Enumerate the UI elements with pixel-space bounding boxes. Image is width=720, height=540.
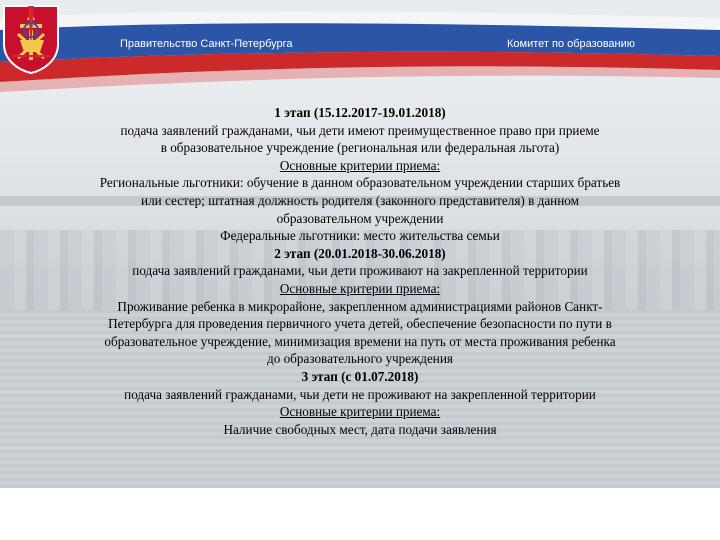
committee-title: Комитет по образованию xyxy=(507,38,635,50)
text-line: Федеральные льготники: место жительства семьи xyxy=(220,228,500,244)
stage-heading: 2 этап (20.01.2018-30.06.2018) xyxy=(274,245,446,261)
admission-stages-text xyxy=(40,104,680,438)
text-line: Региональные льготники: обучение в данном образовательном учреждении старших братьев xyxy=(99,175,621,191)
text-line: подача заявлений гражданами, чьи дети имеют преимущественное право при приеме xyxy=(120,122,600,138)
text-line: подача заявлений гражданами, чьи дети проживают на закрепленной территории xyxy=(132,263,588,279)
stage-heading: 1 этап (15.12.2017-19.01.2018) xyxy=(274,105,446,120)
criteria-heading: Основные критерии приема: xyxy=(279,157,441,173)
text-line: в образовательное учреждение (региональная или федеральная льгота) xyxy=(160,140,560,156)
criteria-heading: Основные критерии приема: xyxy=(279,280,441,296)
criteria-heading: Основные критерии приема: xyxy=(279,404,441,420)
text-line: образовательное учреждение, минимизация времени на путь от места проживания ребенка xyxy=(104,333,616,349)
government-title: Правительство Санкт-Петербурга xyxy=(120,38,293,50)
text-line: Проживание ребенка в микрорайоне, закрепленном администрациями районов Санкт- xyxy=(117,298,603,314)
text-line: или сестер; штатная должность родителя (законного представителя) в данном xyxy=(141,192,579,208)
text-line: Петербурга для проведения первичного учета детей, обеспечение безопасности по пути в xyxy=(108,316,612,332)
text-line: до образовательного учреждения xyxy=(266,351,453,367)
header-banner xyxy=(0,0,720,95)
education-committee-logo-icon xyxy=(0,0,62,70)
stage-heading: 3 этап (с 01.07.2018) xyxy=(301,368,419,384)
text-line: Наличие свободных мест, дата подачи заявления xyxy=(223,421,497,437)
text-line: образовательном учреждении xyxy=(276,210,444,226)
text-line: подача заявлений гражданами, чьи дети не проживают на закрепленной территории xyxy=(124,386,596,402)
